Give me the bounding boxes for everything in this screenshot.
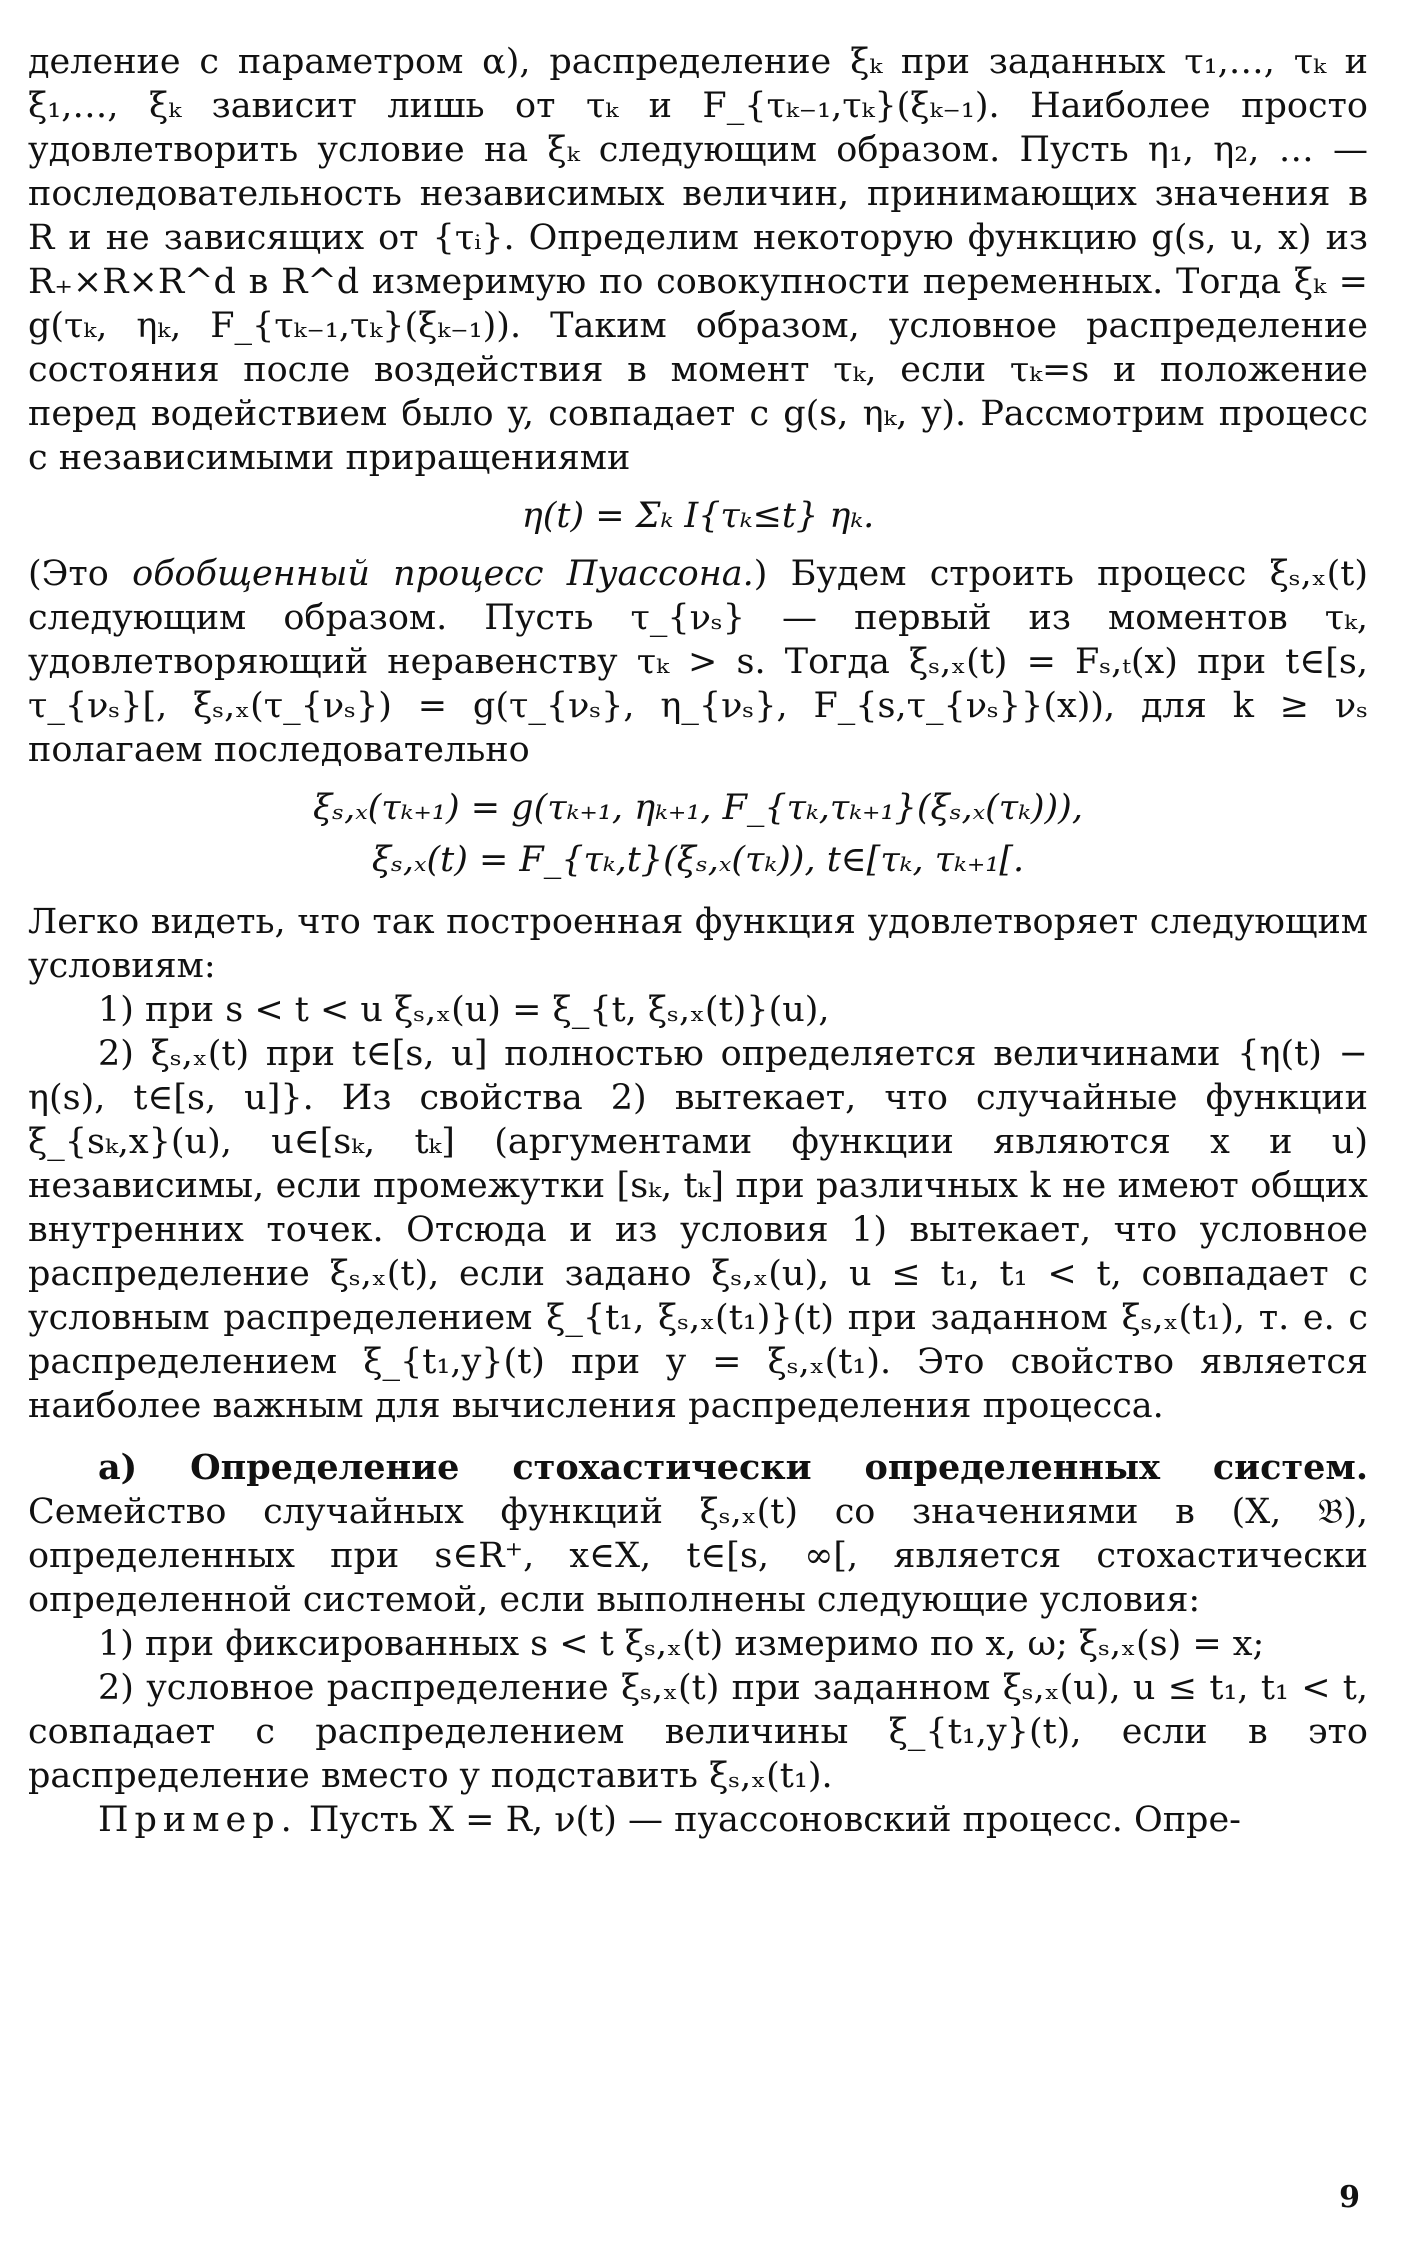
definition-condition-2: 2) условное распределение ξₛ,ₓ(t) при заданном ξₛ,ₓ(u), u ≤ t₁, t₁ < t, совпадает с распределением величины ξ_{t₁,y}(t), если в это распределение вместо y подставить ξₛ,ₓ(t₁). <box>28 1668 1368 1796</box>
definition-heading: а) Определение стохастически определенных систем. <box>98 1447 1368 1488</box>
term-generalized-poisson: обобщенный процесс Пуассона. <box>132 554 754 594</box>
formula-recursion <box>28 782 1368 886</box>
definition-condition-1: 1) при фиксированных s < t ξₛ,ₓ(t) измеримо по x, ω; ξₛ,ₓ(s) = x; <box>98 1624 1265 1664</box>
text-rest: ) Будем строить процесс ξₛ,ₓ(t) следующим образом. Пусть τ_{νₛ} — первый из моментов τₖ, удовлетворяющий неравенству τₖ > s. Тогда ξₛ,ₓ(t) = Fₛ,ₜ(x) при t∈[s, τ_{νₛ}[, ξₛ,ₓ(τ_{νₛ}) = g(τ_{νₛ}, η_{νₛ}, F_{s,τ_{νₛ}}(x)), для k ≥ νₛ полагаем последовательно <box>28 554 1368 770</box>
condition-2: 2) ξₛ,ₓ(t) при t∈[s, u] полностью определяется величинами {η(t) − η(s), t∈[s, u]}. Из свойства 2) вытекает, что случайные функции ξ_{sₖ,x}(u), u∈[sₖ, tₖ] (аргументами функции являются x и u) независимы, если промежутки [sₖ, tₖ] при различных k не имеют общих внутренних точек. Отсюда и из условия 1) вытекает, что условное распределение ξₛ,ₓ(t), если задано ξₛ,ₓ(u), u ≤ t₁, t₁ < t, совпадает с условным распределением ξ_{t₁, ξₛ,ₓ(t₁)}(t) при заданном ξₛ,ₓ(t₁), т. е. с распределением ξ_{t₁,y}(t) при y = ξₛ,ₓ(t₁). Это свойство является наиболее важным для вычисления распределения процесса. <box>28 1034 1368 1426</box>
formula-line-1: ξₛ,ₓ(τₖ₊₁) = g(τₖ₊₁, ηₖ₊₁, F_{τₖ,τₖ₊₁}(ξₛ,ₓ(τₖ))), <box>313 788 1083 828</box>
paragraph-continuation: деление с параметром α), распределение ξₖ при заданных τ₁,…, τₖ и ξ₁,…, ξₖ зависит лишь от τₖ и F_{τₖ₋₁,τₖ}(ξₖ₋₁). Наиболее просто удовлетворить условие на ξₖ следующим образом. Пусть η₁, η₂, … — последовательность независимых величин, принимающих значения в R и не зависящих от {τᵢ}. Определим некоторую функцию g(s, u, x) из R₊×R×R^d в R^d измеримую по совокупности переменных. Тогда ξₖ = g(τₖ, ηₖ, F_{τₖ₋₁,τₖ}(ξₖ₋₁)). Таким образом, условное распределение состояния после воздействия в момент τₖ, если τₖ=s и положение перед водействием было y, совпадает с g(s, ηₖ, y). Рассмотрим процесс с независимыми приращениями <box>28 42 1368 478</box>
text-start: (Это <box>28 554 133 594</box>
example-label: Пример. <box>98 1800 298 1840</box>
condition-1: 1) при s < t < u ξₛ,ₓ(u) = ξ_{t, ξₛ,ₓ(t)}(u), <box>98 990 830 1030</box>
formula-line-2: ξₛ,ₓ(t) = F_{τₖ,t}(ξₛ,ₓ(τₖ)), t∈[τₖ, τₖ₊₁[. <box>371 840 1025 880</box>
paragraph-conditions-intro: Легко видеть, что так построенная функция удовлетворяет следующим условиям: <box>28 902 1368 986</box>
formula-poisson-sum: η(t) = Σₖ I{τₖ≤t} ηₖ. <box>521 496 875 536</box>
paragraph-definition <box>28 1446 1368 1622</box>
paragraph-process-construction <box>28 552 1368 772</box>
paragraph-example <box>28 1798 1368 1842</box>
example-text: Пусть X = R, ν(t) — пуассоновский процесс. Опре- <box>297 1800 1241 1840</box>
page-number: 9 <box>1339 2180 1360 2215</box>
definition-text: Семейство случайных функций ξₛ,ₓ(t) со значениями в (X, 𝔅), определенных при s∈R⁺, x∈X, t∈[s, ∞[, является стохастически определенной системой, если выполнены следующие условия: <box>28 1492 1368 1620</box>
